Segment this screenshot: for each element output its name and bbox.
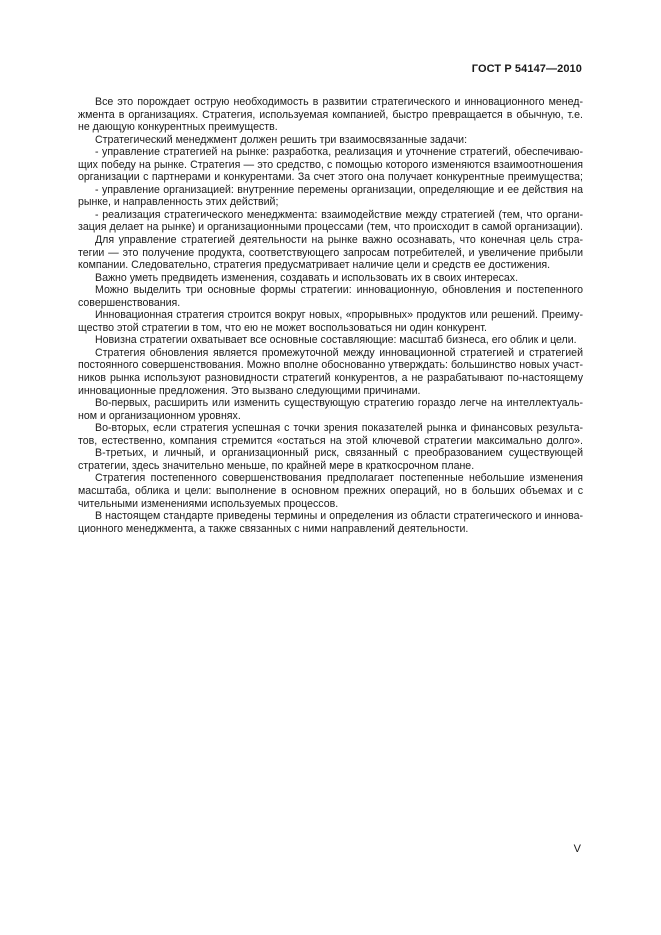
body-text-line: В настоящем стандарте приведены термины и определения из области стратегического и иннова- — [95, 510, 583, 523]
page-number: V — [573, 843, 581, 855]
body-text-line: - реализация стратегического менеджмента: взаимодействие между стратегией (тем, что органи- — [95, 208, 583, 221]
body-text-line: Стратегия обновления является промежуточной между инновационной стратегией и стратегией — [95, 346, 583, 359]
body-text-line: Стратегический менеджмент должен решить три взаимосвязанные задачи: — [95, 133, 468, 146]
body-text-line: жмента в организациях. Стратегия, используемая компанией, быстро превращается в обычную, т.е. — [78, 108, 583, 121]
body-text-line: ционного менеджмента, а также связанных с ними направлений деятельности. — [78, 522, 469, 535]
body-text-line: организации с партнерами и конкурентами. За счет этого она получает конкурентные преимущества; — [78, 171, 583, 184]
body-text-line: Во-первых, расширить или изменить существующую стратегию гораздо легче на интеллектуаль- — [95, 397, 583, 410]
body-text-line: Стратегия постепенного совершенствования предполагает постепенные небольшие изменения — [95, 472, 583, 485]
body-text-line: инновационные предложения. Это вызвано следующими причинами. — [78, 384, 421, 397]
body-text-line: Для управление стратегией деятельности на рынке важно осознавать, что конечная цель стра- — [95, 234, 583, 247]
body-text-line: - управление организацией: внутренние перемены организации, определяющие и ее действия на — [95, 183, 583, 196]
body-text-line: щество этой стратегии в том, что ею не может воспользоваться ни один конкурент. — [78, 321, 487, 334]
body-text-line: В-третьих, и личный, и организационный риск, связанный с преобразованием существующей — [95, 447, 583, 460]
standard-code: ГОСТ Р 54147—2010 — [471, 63, 582, 75]
document-body — [78, 96, 583, 535]
body-text-line: - управление стратегией на рынке: разработка, реализация и уточнение стратегий, обеспечиваю- — [95, 146, 583, 159]
body-text-line: щих победу на рынке. Стратегия — это средство, с помощью которого изменяются взаимоотношения — [78, 158, 583, 171]
body-text-line: не дающую конкурентных преимуществ. — [78, 121, 278, 134]
body-text-line: компании. Следовательно, стратегия предусматривает наличие цели и средств ее достижения. — [78, 259, 551, 272]
body-text-line: постоянного совершенствования. Можно вполне обоснованно утверждать: большинство новых участ- — [78, 359, 583, 372]
body-text-line: Новизна стратегии охватывает все основные составляющие: масштаб бизнеса, его облик и цели. — [95, 334, 577, 347]
body-text-line: Инновационная стратегия строится вокруг новых, «прорывных» продуктов или решений. Преиму- — [95, 309, 583, 322]
body-text-line: Важно уметь предвидеть изменения, создавать и использовать их в своих интересах. — [95, 271, 519, 284]
body-text-line: ников рынка используют разновидности стратегий конкурентов, а не разрабатывают по-настоящему — [78, 372, 583, 385]
body-text-line: тегии — это получение продукта, соответствующего запросам потребителей, и увеличение прибыли — [78, 246, 583, 259]
body-text-line: Во-вторых, если стратегия успешная с точки зрения показателей рынка и финансовых результа- — [95, 422, 583, 435]
body-text-line: совершенствования. — [78, 296, 181, 309]
body-text-line: чительными изменениями используемых процессов. — [78, 497, 339, 510]
body-text-line: Все это порождает острую необходимость в развитии стратегического и инновационного менед- — [95, 96, 583, 108]
body-text-line: зация делает на рынке) и организационными процессами (тем, что происходит в самой организации). — [78, 221, 583, 234]
body-text-line: тов, естественно, компания стремится «остаться на этой ключевой стратегии максимально долго». — [78, 434, 583, 447]
body-text-line: рынке, и направленность этих действий; — [78, 196, 279, 209]
body-text-line: ном и организационном уровнях. — [78, 409, 241, 422]
body-text-line: масштаба, облика и цели: выполнение в основном прежних операций, но в больших объемах и с — [78, 484, 583, 497]
body-text-line: Можно выделить три основные формы стратегии: инновационную, обновления и постепенного — [95, 284, 583, 297]
body-text-line: стратегии, здесь значительно меньше, по крайней мере в краткосрочном плане. — [78, 459, 475, 472]
